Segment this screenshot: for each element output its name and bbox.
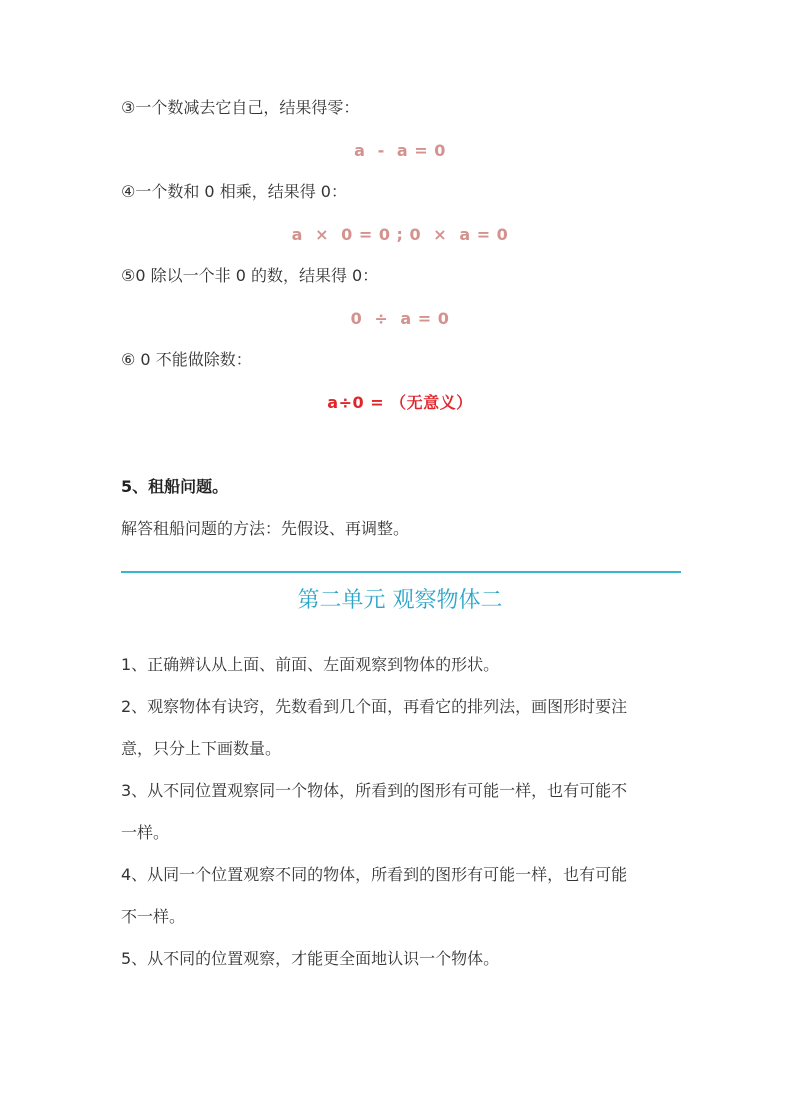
list-item: 一样。: [121, 823, 170, 842]
list-item: 4、从同一个位置观察不同的物体，所看到的图形有可能一样，也有可能: [121, 865, 628, 884]
formula-zero-divided: 0 ÷ a = 0: [350, 309, 450, 328]
section-divider: [121, 571, 681, 573]
formula-multiply-zero: a × 0 = 0 ; 0 × a = 0: [291, 225, 509, 244]
list-item: 不一样。: [121, 907, 186, 926]
rule-zero-divisor: ⑥ 0 不能做除数：: [121, 350, 252, 369]
list-item: 1、正确辨认从上面、前面、左面观察到物体的形状。: [121, 655, 500, 674]
list-item: 意，只分上下画数量。: [121, 739, 282, 758]
rule-zero-divided: ⑤0 除以一个非 0 的数，结果得 0：: [121, 266, 379, 285]
list-item: 3、从不同位置观察同一个物体，所看到的图形有可能一样，也有可能不: [121, 781, 628, 800]
unit-title: 第二单元 观察物体二: [297, 588, 503, 613]
rule-multiply-zero: ④一个数和 0 相乘，结果得 0：: [121, 182, 347, 201]
formula-zero-divisor: a÷0 = （无意义）: [327, 393, 473, 412]
list-item: 5、从不同的位置观察，才能更全面地认识一个物体。: [121, 949, 500, 968]
section-body-boat-rental: 解答租船问题的方法：先假设、再调整。: [121, 519, 410, 538]
list-item: 2、观察物体有诀窍，先数看到几个面，再看它的排列法，画图形时要注: [121, 697, 628, 716]
section-title-boat-rental: 5、租船问题。: [121, 477, 229, 496]
formula-subtract-self: a - a = 0: [354, 141, 446, 160]
rule-subtract-self: ③一个数减去它自己，结果得零：: [121, 98, 360, 117]
